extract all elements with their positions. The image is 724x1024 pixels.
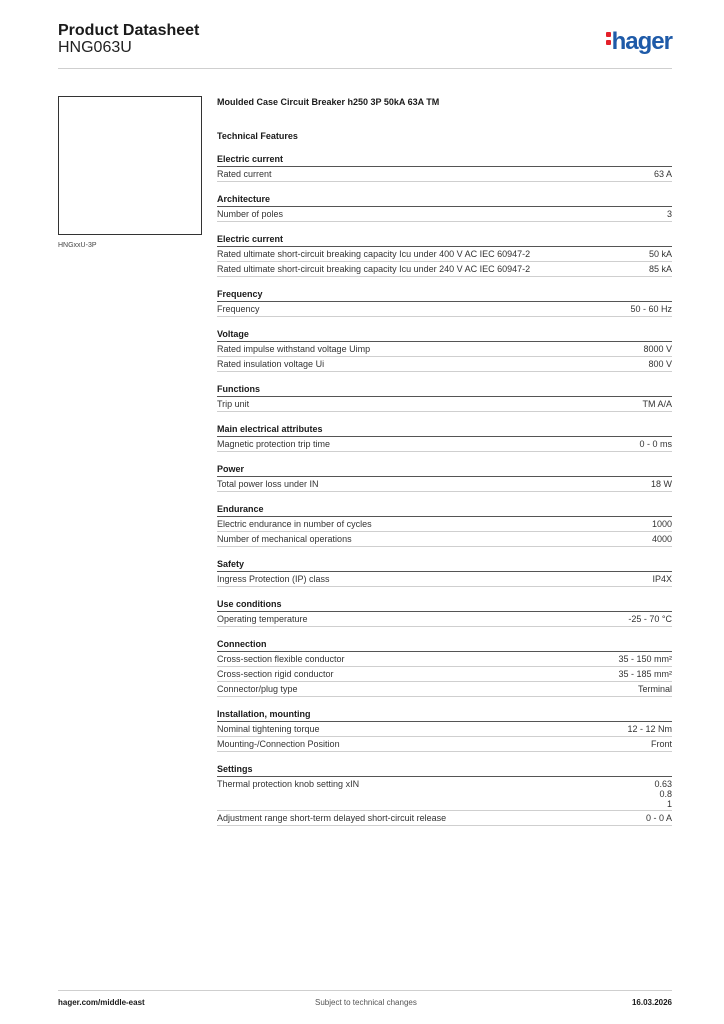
spec-label: Trip unit [217,399,250,409]
spec-group-title: Main electrical attributes [217,424,672,437]
spec-group [217,194,672,222]
spec-value: TM A/A [642,399,672,409]
spec-label: Operating temperature [217,614,308,624]
product-code: HNG063U [58,39,132,56]
spec-label: Magnetic protection trip time [217,439,331,449]
spec-value: 18 W [650,479,672,489]
spec-value: Front [650,739,672,749]
spec-group-title: Use conditions [217,599,672,612]
footer-date: 16.03.2026 [631,998,672,1007]
spec-value: 63 A [653,169,672,179]
spec-value: 0 - 0 A [645,813,672,823]
spec-group-title: Power [217,464,672,477]
spec-row [217,572,672,587]
header-divider [58,68,672,69]
product-name: Moulded Case Circuit Breaker h250 3P 50kA 63A TM [217,97,440,107]
spec-value-line: 0.63 [654,779,672,789]
spec-row [217,777,672,811]
spec-group [217,639,672,697]
spec-value: Terminal [637,684,672,694]
spec-label: Adjustment range short-term delayed short-circuit release [217,813,447,823]
spec-group-title: Functions [217,384,672,397]
spec-label: Nominal tightening torque [217,724,320,734]
page-title: Product Datasheet [58,22,200,39]
spec-value: 50 kA [648,249,672,259]
spec-group [217,289,672,317]
spec-value: 35 - 150 mm² [618,654,672,664]
spec-row [217,437,672,452]
spec-row [217,667,672,682]
spec-row [217,247,672,262]
spec-group [217,234,672,277]
spec-group-title: Electric current [217,154,672,167]
spec-row [217,397,672,412]
spec-label: Electric endurance in number of cycles [217,519,372,529]
spec-label: Rated current [217,169,272,179]
spec-group-title: Settings [217,764,672,777]
spec-group [217,599,672,627]
spec-value: 35 - 185 mm² [618,669,672,679]
spec-group [217,709,672,752]
hager-logo [606,28,672,56]
spec-label: Cross-section flexible conductor [217,654,345,664]
spec-row [217,737,672,752]
logo-text: hager [611,28,672,55]
footer-website[interactable]: hager.com/middle-east [58,998,145,1007]
spec-group-title: Safety [217,559,672,572]
spec-value [654,779,672,809]
spec-group-title: Architecture [217,194,672,207]
spec-label: Rated impulse withstand voltage Uimp [217,344,371,354]
footer-divider [58,990,672,991]
spec-row [217,682,672,697]
spec-label: Frequency [217,304,260,314]
spec-label: Total power loss under IN [217,479,319,489]
spec-group-title: Electric current [217,234,672,247]
spec-label: Rated insulation voltage Ui [217,359,325,369]
spec-group [217,424,672,452]
spec-value-line: 1 [666,799,672,809]
spec-value: 0 - 0 ms [639,439,672,449]
spec-row [217,302,672,317]
spec-value: 50 - 60 Hz [630,304,672,314]
spec-label: Number of poles [217,209,284,219]
spec-group [217,464,672,492]
spec-row [217,532,672,547]
spec-row [217,517,672,532]
spec-label: Mounting-/Connection Position [217,739,340,749]
spec-value: 8000 V [643,344,672,354]
spec-groups [217,154,672,826]
spec-group [217,384,672,412]
spec-row [217,262,672,277]
spec-label: Rated ultimate short-circuit breaking capacity Icu under 240 V AC IEC 60947-2 [217,264,531,274]
spec-group [217,764,672,826]
spec-value: 1000 [651,519,672,529]
spec-value: 12 - 12 Nm [627,724,672,734]
spec-value: 800 V [648,359,672,369]
spec-value: 85 kA [648,264,672,274]
spec-value: IP4X [652,574,672,584]
spec-group-title: Voltage [217,329,672,342]
spec-value: 4000 [651,534,672,544]
spec-label: Rated ultimate short-circuit breaking capacity Icu under 400 V AC IEC 60947-2 [217,249,531,259]
spec-group [217,504,672,547]
spec-value: -25 - 70 °C [628,614,672,624]
spec-row [217,612,672,627]
logo-colon-icon [606,29,612,48]
image-caption: HNGxxU-3P [58,242,97,249]
spec-group [217,559,672,587]
section-title: Technical Features [217,131,298,141]
spec-row [217,167,672,182]
spec-group-title: Connection [217,639,672,652]
spec-row [217,652,672,667]
spec-row [217,342,672,357]
spec-content [217,96,672,826]
spec-row [217,811,672,826]
product-image-placeholder [58,96,202,235]
spec-group-title: Installation, mounting [217,709,672,722]
spec-row [217,722,672,737]
spec-label: Number of mechanical operations [217,534,352,544]
spec-value-line: 0.8 [659,789,672,799]
spec-label: Thermal protection knob setting xIN [217,779,360,789]
spec-group-title: Endurance [217,504,672,517]
spec-row [217,207,672,222]
spec-value: 3 [666,209,672,219]
spec-row [217,477,672,492]
spec-row [217,357,672,372]
footer-notice: Subject to technical changes [315,998,417,1007]
spec-group [217,154,672,182]
spec-group [217,329,672,372]
spec-group-title: Frequency [217,289,672,302]
spec-label: Cross-section rigid conductor [217,669,334,679]
spec-label: Connector/plug type [217,684,298,694]
spec-label: Ingress Protection (IP) class [217,574,330,584]
